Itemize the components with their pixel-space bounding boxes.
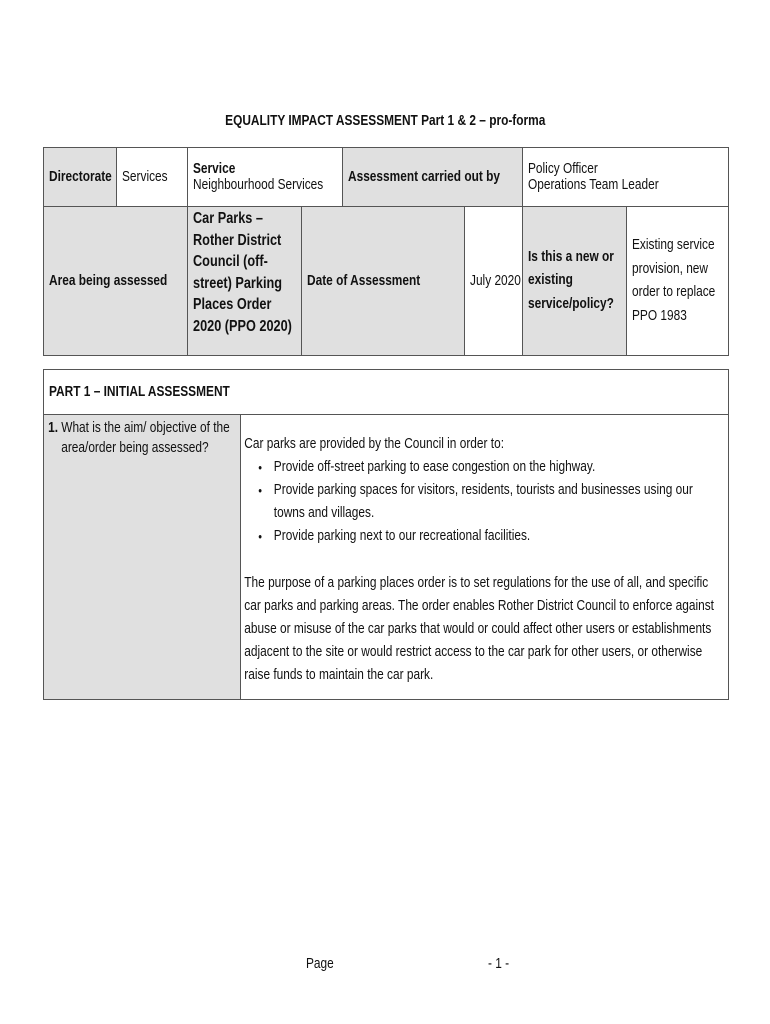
answer-1 — [241, 415, 725, 689]
answer-1-bullet: • Provide parking spaces for visitors, residents, tourists and businesses using our towns and villages. — [274, 479, 725, 525]
answer-1-bullet: • Provide parking next to our recreational facilities. — [274, 525, 725, 548]
part1-heading-cell — [44, 370, 729, 415]
new-existing-value-cell — [627, 207, 729, 356]
assessment-header-table — [43, 147, 729, 356]
service-cell — [188, 148, 343, 207]
question-1 — [44, 415, 244, 458]
assessor-role-1: Policy Officer — [528, 161, 598, 177]
assessor-label: Assessment carried out by — [348, 169, 501, 185]
answer-1-paragraph: The purpose of a parking places order is to set regulations for the use of all, and specific car parks and parking areas. The order enables Rother District Council to enforce against abuse or misuse of the car parks that would or could affect other users or establishments adjacent to the site or would restrict access to the car park for other users, or otherwise raise funds to maintain the car park. — [244, 575, 714, 683]
assessor-value-cell — [523, 148, 729, 207]
date-label-cell — [302, 207, 465, 356]
area-label-cell — [44, 207, 188, 356]
document-title: EQUALITY IMPACT ASSESSMENT Part 1 & 2 – pro-forma — [224, 113, 546, 129]
answer-1-intro: Car parks are provided by the Council in order to: — [244, 436, 505, 452]
answer-1-cell — [241, 415, 729, 700]
part1-table — [43, 369, 729, 700]
question-1-text: What is the aim/ objective of the area/order being assessed? — [61, 420, 230, 456]
directorate-value: Services — [122, 169, 168, 185]
directorate-label-cell — [44, 148, 117, 207]
new-existing-label-cell — [523, 207, 627, 356]
new-existing-label: Is this a new or existing service/policy? — [528, 248, 614, 312]
directorate-value-cell — [117, 148, 188, 207]
directorate-label: Directorate — [49, 169, 112, 185]
service-label: Service — [193, 161, 236, 177]
date-label: Date of Assessment — [307, 273, 421, 289]
date-value-cell — [465, 207, 523, 356]
assessor-label-cell — [343, 148, 523, 207]
question-1-number: 1. — [48, 420, 59, 436]
answer-1-bullet-list — [244, 456, 725, 548]
question-1-cell — [44, 415, 241, 700]
footer-page-label: Page — [306, 956, 334, 972]
assessor-role-2: Operations Team Leader — [528, 177, 659, 193]
new-existing-value: Existing service provision, new order to replace PPO 1983 — [632, 237, 716, 324]
part1-heading: PART 1 – INITIAL ASSESSMENT — [49, 384, 230, 400]
area-label: Area being assessed — [49, 273, 168, 289]
answer-1-bullet: • Provide off-street parking to ease congestion on the highway. — [274, 456, 725, 479]
date-value: July 2020 — [470, 273, 521, 289]
area-value: Car Parks – Rother District Council (off-street) Parking Places Order 2020 (PPO 2020) — [193, 210, 292, 335]
footer-page-number: - 1 - — [488, 956, 510, 972]
area-value-cell — [188, 207, 302, 356]
service-value: Neighbourhood Services — [193, 177, 324, 193]
